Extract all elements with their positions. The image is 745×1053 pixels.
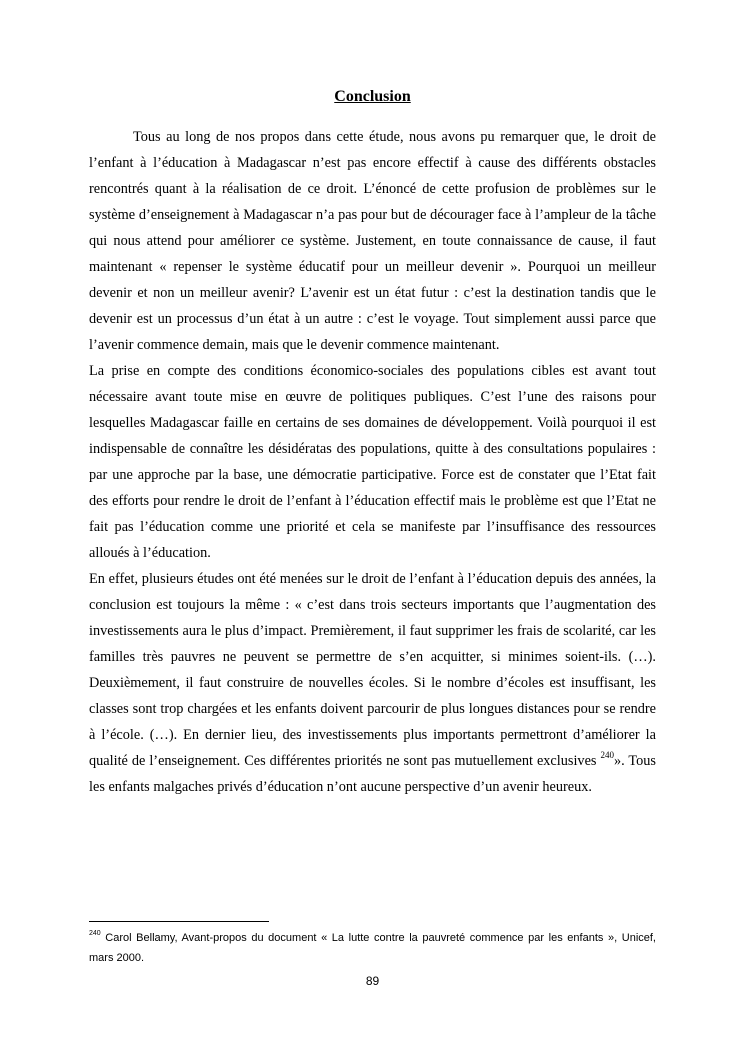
- paragraph-3-text: En effet, plusieurs études ont été menées sur le droit de l’enfant à l’éducation depuis des années, la conclusion est toujours la même : « c’est dans trois secteurs importants que l’augmentation des investissements aura le plus d’impact. Premièrement, il faut supprimer les frais de scolarité, car les familles très pauvres ne peuvent se permettre de s’en acquitter, si minimes soient-ils. (…). Deuxièmement, il faut construire de nouvelles écoles. Si le nombre d’écoles est insuffisant, les classes sont trop chargées et les enfants doivent parcourir de plus longues distances pour se rendre à l’école. (…). En dernier lieu, des investissements plus importants permettront d’améliorer la qualité de l’enseignement. Ces différentes priorités ne sont pas mutuellement exclusives: [89, 571, 656, 769]
- body-text: [89, 124, 656, 800]
- footnote-number: 240: [89, 930, 101, 938]
- paragraph-3: [89, 566, 656, 800]
- paragraph-1: Tous au long de nos propos dans cette étude, nous avons pu remarquer que, le droit de l’enfant à l’éducation à Madagascar n’est pas encore effectif à cause des différents obstacles rencontrés quant à la réalisation de ce droit. L’énoncé de cette profusion de problèmes sur le système d’enseignement à Madagascar n’a pas pour but de décourager face à l’ampleur de la tâche qui nous attend pour améliorer ce système. Justement, en toute connaissance de cause, il faut maintenant « repenser le système éducatif pour un meilleur devenir ». Pourquoi un meilleur devenir et non un meilleur avenir? L’avenir est un état futur : c’est la destination tandis que le devenir est un processus d’un état à un autre : c’est le voyage. Tout simplement aussi parce que l’avenir commence demain, mais que le devenir commence maintenant.: [89, 129, 656, 353]
- paragraph-3-text-end: ». Tous les enfants malgaches privés d’éducation n’ont aucune perspective d’un avenir heureux.: [89, 753, 656, 795]
- page-number: 89: [365, 974, 380, 988]
- footnote-reference[interactable]: 240: [600, 750, 614, 761]
- footnote-separator: [89, 921, 269, 922]
- paragraph-2: La prise en compte des conditions économico-sociales des populations cibles est avant tout nécessaire avant toute mise en œuvre de politiques publiques. C’est l’une des raisons pour lesquelles Madagascar faille en certains de ses domaines de développement. Voilà pourquoi il est indispensable de connaître les désidératas des populations, quitte à des consultations populaires : par une approche par la base, une démocratie participative. Force est de constater que l’Etat fait des efforts pour rendre le droit de l’enfant à l’éducation effectif mais le problème est que l’Etat ne fait pas l’éducation comme une priorité et cela se manifeste par l’insuffisance des ressources alloués à l’éducation.: [89, 363, 656, 561]
- footnote-text: Carol Bellamy, Avant-propos du document « La lutte contre la pauvreté commence par les enfants », Unicef, mars 2000.: [89, 932, 656, 964]
- footnote: [89, 928, 656, 968]
- page-title: Conclusion: [334, 88, 411, 105]
